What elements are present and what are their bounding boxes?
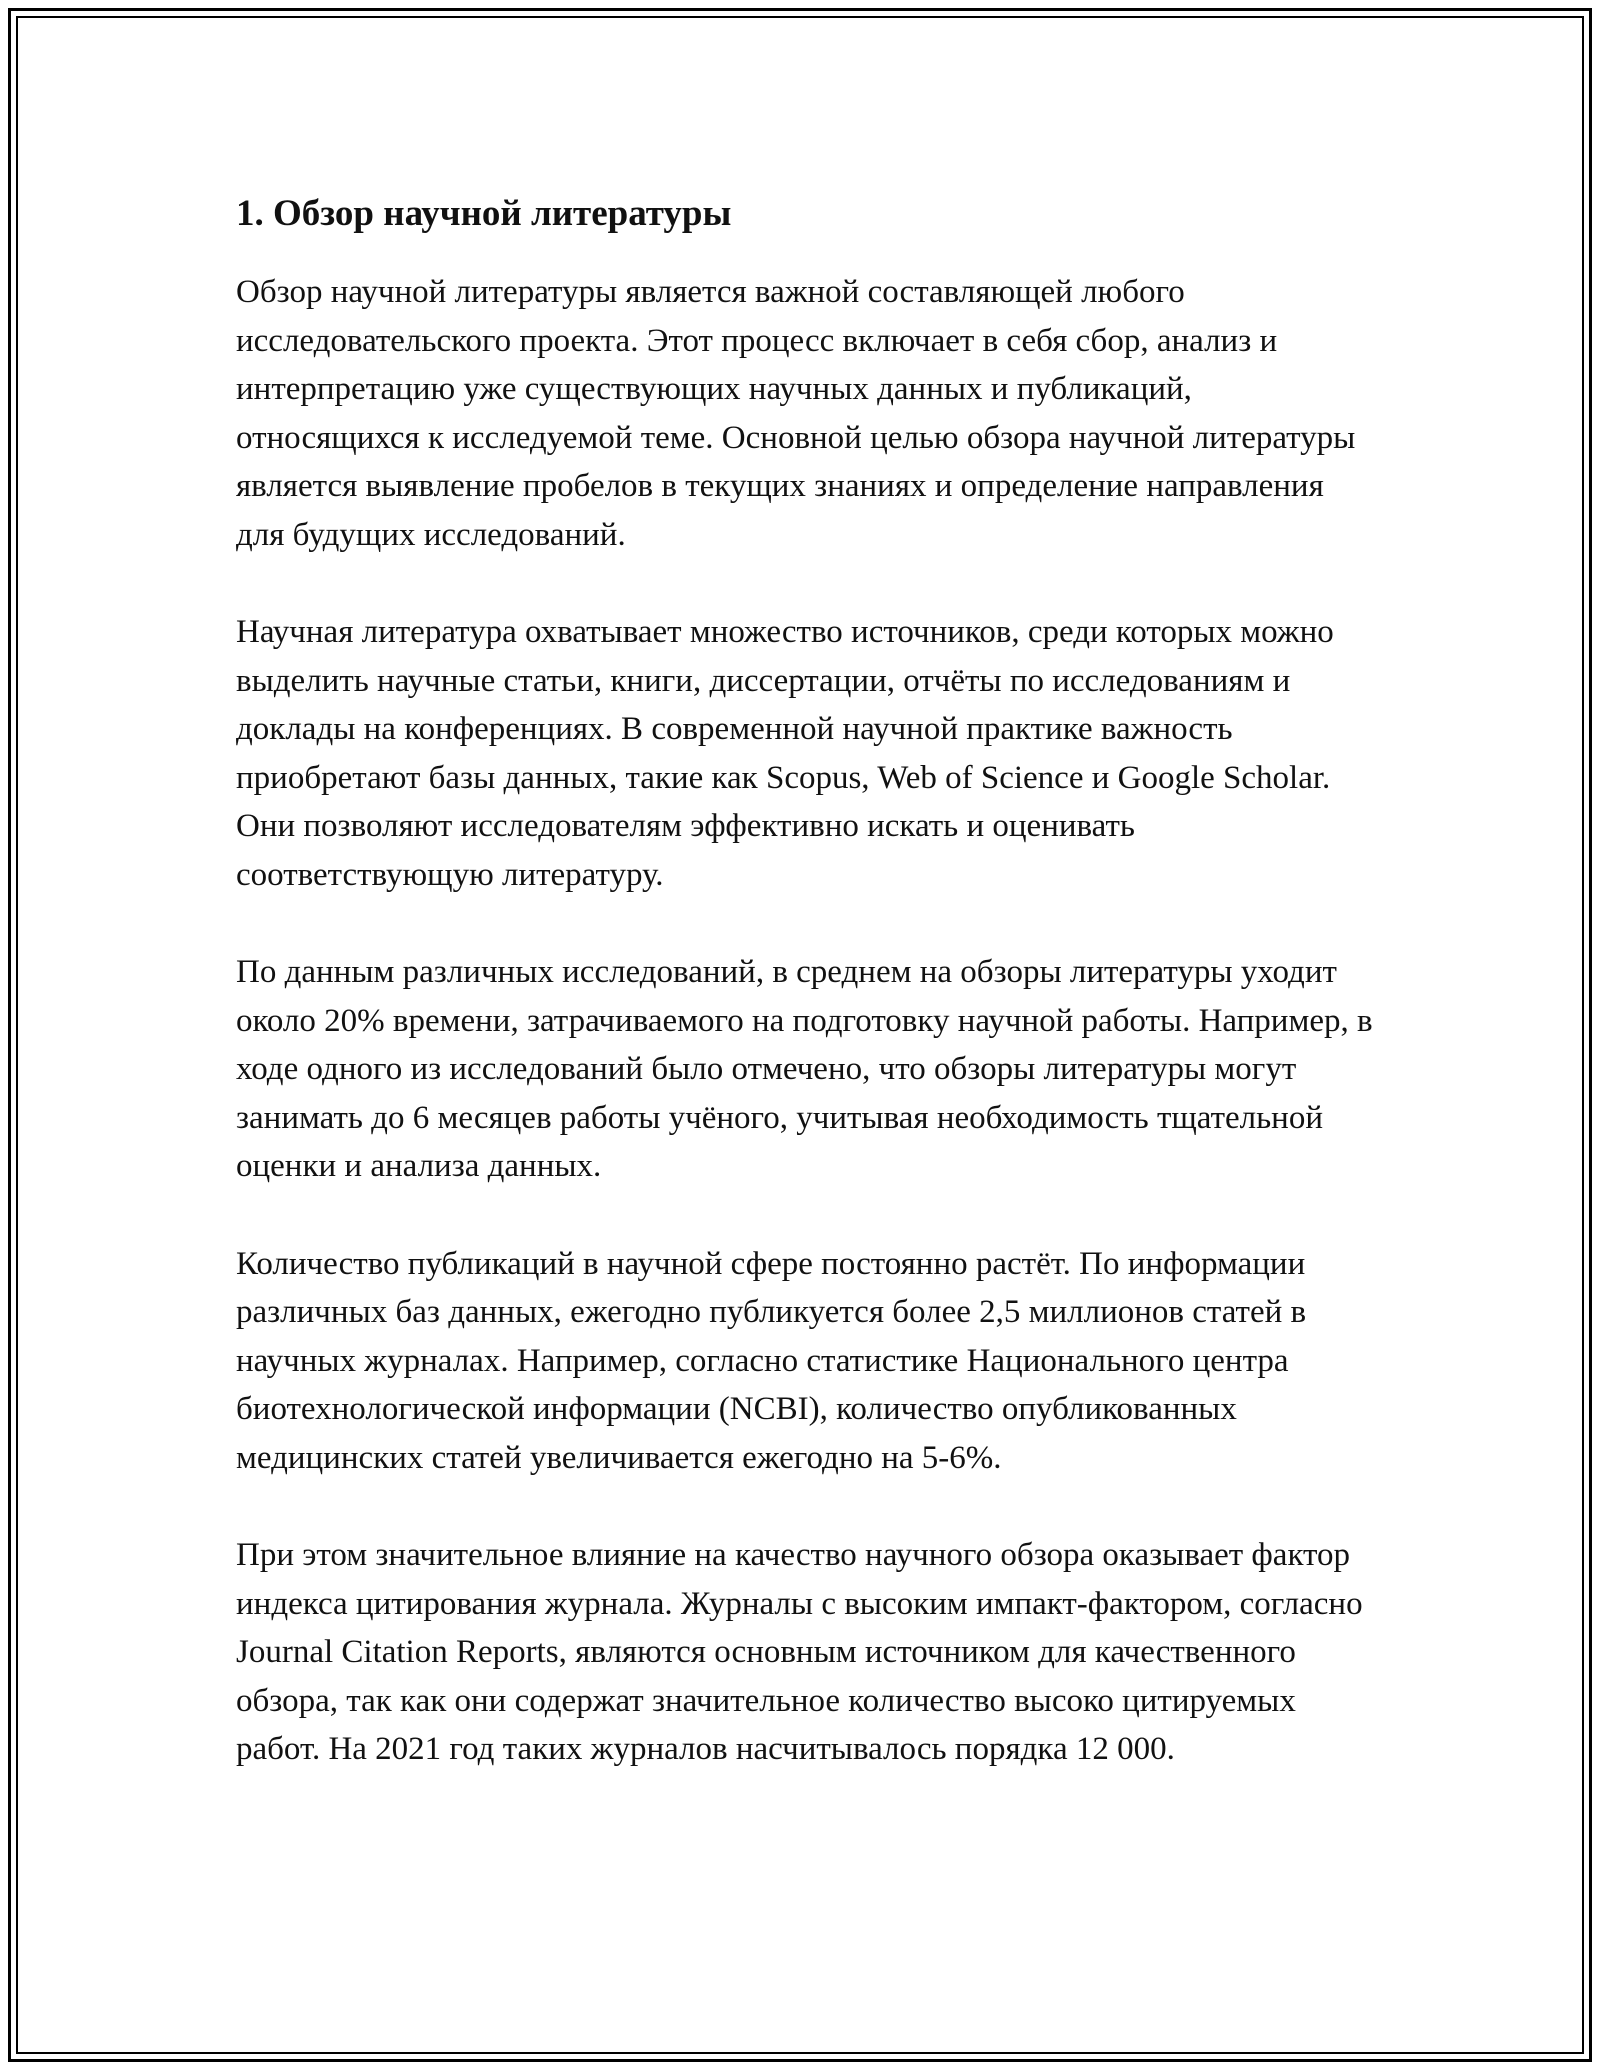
paragraph-4: Количество публикаций в научной сфере постоянно растёт. По информации различных баз данных, ежегодно публикуется более 2,5 миллионов статей в научных журналах. Например, согласно статистике Национального центра биотехнологической информации (NCBI), количество опубликованных медицинских статей увеличивается ежегодно на 5-6%. — [236, 1245, 1307, 1476]
paragraph-1: Обзор научной литературы является важной составляющей любого исследовательского проекта. Этот процесс включает в себя сбор, анализ и интерпретацию уже существующих научных данных и публикаций, относящихся к исследуемой теме. Основной целью обзора научной литературы является выявление пробелов в текущих знаниях и определение направления для будущих исследований. — [236, 274, 1356, 553]
paragraph-5: При этом значительное влияние на качество научного обзора оказывает фактор индекса цитирования журнала. Журналы с высоким импакт-фактором, согласно Journal Citation Reports, являются основным источником для качественного обзора, так как они содержат значительное количество высоко цитируемых работ. На 2021 год таких журналов насчитывалось порядка 12 000. — [236, 1537, 1363, 1767]
paragraph-2: Научная литература охватывает множество источников, среди которых можно выделить научные статьи, книги, диссертации, отчёты по исследованиям и доклады на конференциях. В современной научной практике важность приобретают базы данных, такие как Scopus, Web of Science и Google Scholar. Они позволяют исследователям эффективно искать и оценивать соответствующую литературу. — [236, 614, 1334, 893]
section-title: 1. Обзор научной литературы — [236, 193, 732, 234]
document-body — [236, 184, 1376, 1774]
paragraph-3: По данным различных исследований, в среднем на обзоры литературы уходит около 20% времени, затрачиваемого на подготовку научной работы. Например, в ходе одного из исследований было отмечено, что обзоры литературы могут занимать до 6 месяцев работы учёного, учитывая необходимость тщательной оценки и анализа данных. — [236, 954, 1373, 1184]
